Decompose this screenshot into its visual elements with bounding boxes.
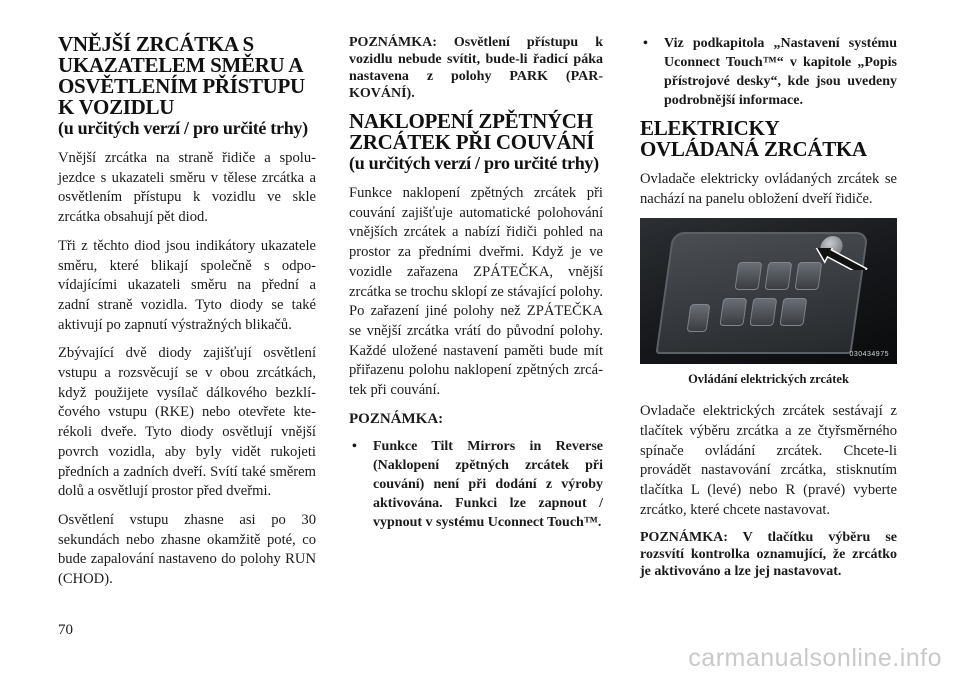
- heading-qualifier: (u určitých verzí / pro určité trhy): [58, 118, 308, 138]
- bullet-list: [640, 34, 897, 110]
- column-middle: [349, 34, 603, 540]
- paragraph: Funkce naklopení zpětných zrcátek při couvání zajišťuje automatické polohování vnějších zrcátek a nabízí řidiči pohled na prostor za předními dveřmi. Když je ve vozidle zařazena ZPÁTEČKA, vnější zrcátka se trochu sklopí ze stávající polohy. Po zařazení jiné polohy než ZPÁTEČKA se vnější zrcátka vrátí do původní polohy. Každé uložené nastavení paměti bude mít přiřazenu polohu naklopení zpětných zrcátek při couvání.: [349, 185, 603, 399]
- window-switch: [749, 298, 777, 326]
- page-number: 70: [58, 622, 73, 638]
- paragraph: Zbývající dvě diody zajišťují osvětlení vstupu a rozsvěcují se v obou zrcátkách, když použijete vysílač dálkového bezklíčového vstupu (RKE) nebo otevřete kterékoli dveře. Tyto diody osvětlují vnější povrch vozidla, aby byly vidět rukojeti předních a zadních dveří. Svítí také směrem dolů a osvětlují prostor před dveřmi.: [58, 345, 316, 500]
- note-label: POZNÁMKA:: [349, 410, 444, 427]
- lock-switch: [687, 304, 711, 332]
- list-item: • Funkce Tilt Mirrors in Reverse (Naklopení zpětných zrcátek při couvání) není při dodání z výroby aktivována. Funkci lze zapnout / vypnout v systému Uconnect Touch™.: [349, 437, 603, 532]
- window-switch: [734, 262, 762, 290]
- watermark: carmanualsonline.info: [688, 644, 942, 672]
- paragraph: Osvětlení vstupu zhasne asi po 30 sekundách nebo zhasne okamžitě poté, co bude zapalování nastaveno do polohy RUN (CHOD).: [58, 511, 316, 588]
- note-select-button: POZNÁMKA: V tlačítku výběru se rozsvítí kontrolka oznamující, že zrcátko je aktivováno a lze jej nastavovat.: [640, 530, 897, 580]
- heading-qualifier: (u určitých verzí / pro určité trhy): [349, 153, 599, 173]
- list-item: • Viz podkapitola „Nastavení systému Uconnect Touch™“ v kapitole „Popis přístrojové desky“, kde jsou uvedeny podrobnější informace.: [640, 34, 897, 110]
- column-right: [640, 34, 897, 589]
- pointer-arrow-icon: [812, 248, 868, 270]
- paragraph: Ovladače elektricky ovládaných zrcátek se nachází na panelu obložení dveří řidiče.: [640, 171, 897, 207]
- paragraph: Vnější zrcátka na straně řidiče a spolujezdce s ukazateli směru v tělese zrcátka a osvětlením přístupu k vozidlu ve skle zrcátka obsahují pět diod.: [58, 150, 316, 226]
- note-approach-lighting: POZNÁMKA: Osvětlení přístupu k vozidlu nebude svítit, bude-li řadicí páka nastavena z polohy PARK (PARKOVÁNÍ).: [349, 35, 603, 101]
- section-heading-reverse-tilt: NAKLOPENÍ ZPĚTNÝCH ZRCÁTEK PŘI COUVÁNÍ (u určitých verzí / pro určité trhy): [349, 111, 603, 174]
- window-switch: [764, 262, 792, 290]
- window-switch: [719, 298, 747, 326]
- figure-caption: Ovládání elektrických zrcátek: [688, 372, 849, 387]
- bullet-list: [349, 437, 603, 532]
- paragraph: Ovladače elektrických zrcátek sestávají z tlačítek výběru zrcátka a ze čtyřsměrného spínače ovládání zrcátek. Chcete-li provádět nastavování zrcátka, stisknutím tlačítka L (levé) nebo R (pravé) vyberte zrcátko, které chcete nastavovat.: [640, 403, 897, 518]
- window-switch: [779, 298, 807, 326]
- section-heading-power-mirrors: ELEKTRICKY OVLÁDANÁ ZRCÁTKA: [640, 116, 867, 161]
- column-left: [58, 34, 316, 599]
- section-heading-mirrors-turn-signal: VNĚJŠÍ ZRCÁTKA S UKAZATELEM SMĚRU A OSVĚTLENÍM PŘÍSTUPU K VOZIDLU (u určitých verzí / pro určité trhy): [58, 34, 316, 139]
- figure-code: 030434975: [849, 351, 889, 359]
- mirror-controls-photo: [640, 218, 897, 364]
- paragraph: Tři z těchto diod jsou indikátory ukazatele směru, které blikají společně s odpovídajícími ukazateli směru na přední a zadní straně vozidla. Tyto diody se také aktivují po zapnutí výstražných blikačů.: [58, 237, 316, 333]
